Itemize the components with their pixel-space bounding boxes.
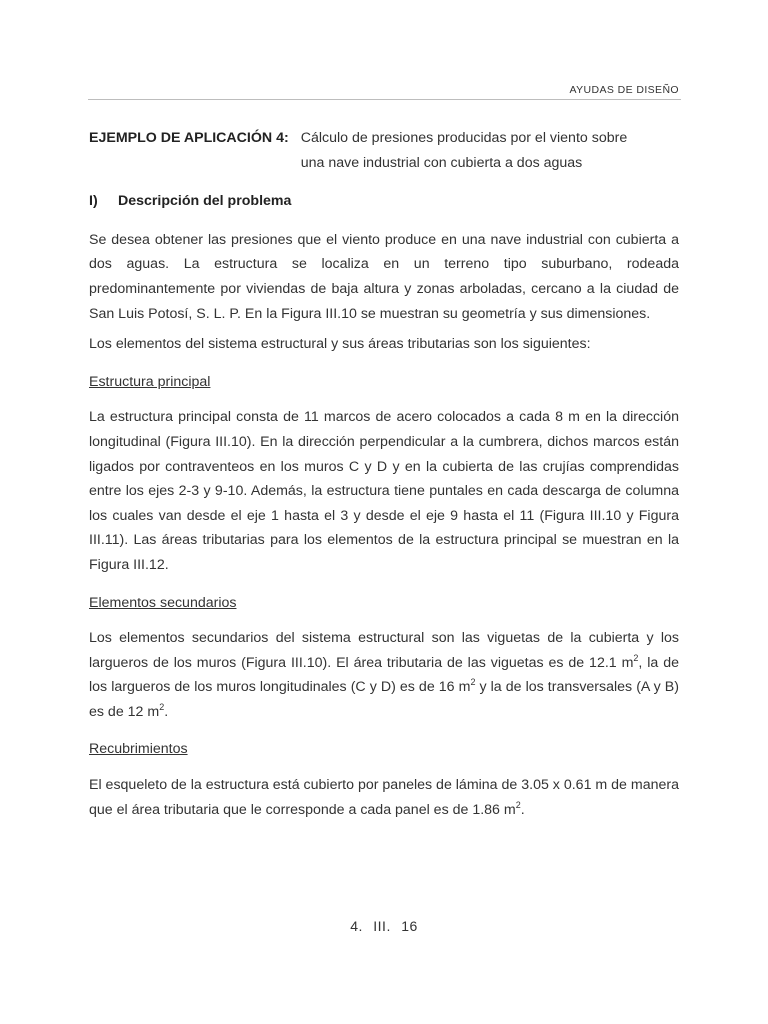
example-title-line-2: una nave industrial con cubierta a dos aguas bbox=[300, 154, 583, 171]
intro-paragraph-2: Los elementos del sistema estructural y sus áreas tributarias son los siguientes: bbox=[89, 336, 591, 353]
running-header: AYUDAS DE DISEÑO bbox=[569, 84, 679, 96]
superscript: 2 bbox=[470, 677, 476, 688]
secundarios-text-d: . bbox=[164, 703, 169, 720]
paragraph-elementos-secundarios bbox=[89, 626, 679, 724]
section-number: I) bbox=[89, 193, 98, 210]
superscript: 2 bbox=[515, 799, 521, 810]
paragraph-estructura-principal: La estructura principal consta de 11 marcos de acero colocados a cada 8 m en la dirección longitudinal (Figura III.10). En la dirección perpendicular a la cumbrera, dichos marcos están ligados por contraventeos en los muros C y D y en la cubierta de las crujías comprendidas entre los ejes 2-3 y 9-10. Además, la estructura tiene puntales en cada descarga de columna los cuales van desde el eje 1 hasta el 3 y desde el eje 9 hasta el 11 (Figura III.10 y Figura III.11). Las áreas tributarias para los elementos de la estructura principal se muestran en la Figura III.12. bbox=[89, 409, 679, 573]
section-heading bbox=[89, 189, 679, 214]
secundarios-text-c: y la de los transversales (A y B) es de 12 m bbox=[89, 679, 679, 720]
example-title bbox=[301, 126, 679, 175]
example-title-line-1: Cálculo de presiones producidas por el viento sobre bbox=[300, 130, 628, 146]
section-title: Descripción del problema bbox=[117, 193, 292, 210]
subheading-recubrimientos: Recubrimientos bbox=[89, 741, 188, 758]
recubrimientos-text-a: El esqueleto de la estructura está cubierto por paneles de lámina de 3.05 x 0.61 m de manera que el área tributaria que le corresponde a cada panel es de 1.86 m bbox=[89, 777, 679, 818]
subheading-estructura-principal: Estructura principal bbox=[89, 373, 211, 390]
intro-paragraph-1: Se desea obtener las presiones que el viento produce en una nave industrial con cubierta a dos aguas. La estructura se localiza en un terreno tipo suburbano, rodeada predominantemente por viviendas de baja altura y zonas arboladas, cercano a la ciudad de San Luis Potosí, S. L. P. En la Figura III.10 se muestran su geometría y sus dimensiones. bbox=[89, 231, 679, 322]
header-divider bbox=[88, 99, 681, 100]
page-body bbox=[89, 126, 679, 822]
secundarios-text-b: , la de los largueros de los muros longitudinales (C y D) es de 16 m bbox=[89, 654, 679, 696]
recubrimientos-text-b: . bbox=[520, 801, 525, 818]
subheading-elementos-secundarios: Elementos secundarios bbox=[89, 594, 237, 611]
superscript: 2 bbox=[159, 701, 165, 712]
example-label: EJEMPLO DE APLICACIÓN 4: bbox=[89, 130, 289, 146]
secundarios-text-a: Los elementos secundarios del sistema estructural son las viguetas de la cubierta y los largueros de los muros (Figura III.10). El área tributaria de las viguetas es de 12.1 m bbox=[89, 630, 679, 671]
paragraph-recubrimientos bbox=[89, 773, 679, 822]
superscript: 2 bbox=[633, 652, 639, 663]
example-heading bbox=[89, 126, 679, 175]
page-number: 4. III. 16 bbox=[350, 918, 418, 934]
